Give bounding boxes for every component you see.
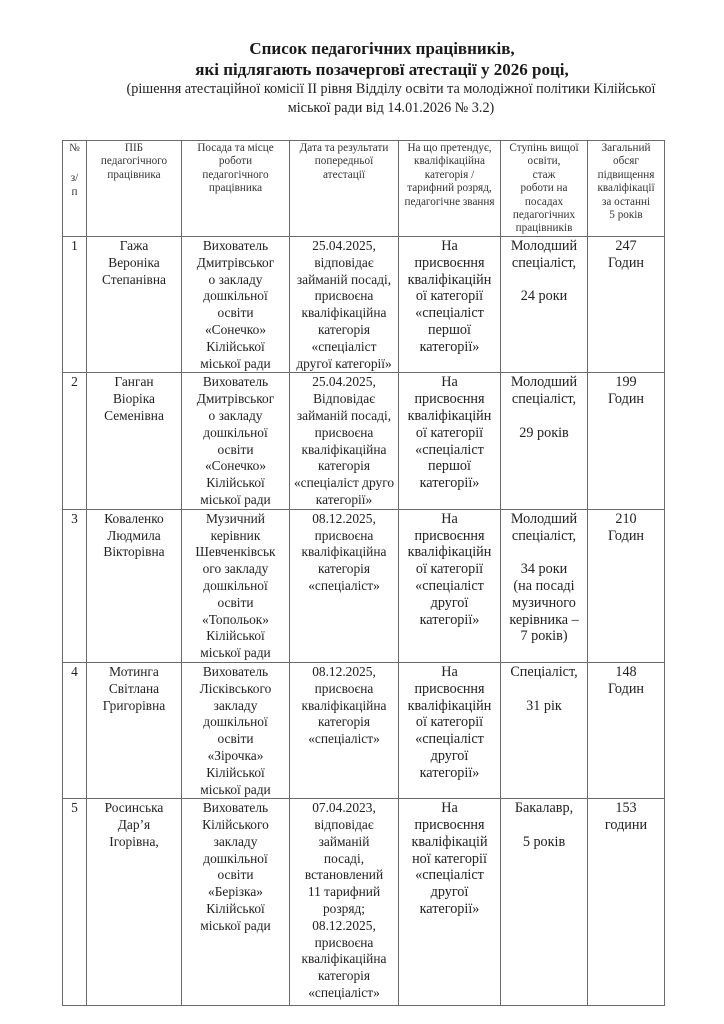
cell-name: [87, 662, 182, 798]
cell-line: категорії»: [315, 491, 373, 507]
cell-line: встановлений: [304, 867, 384, 883]
cell-training: [588, 237, 665, 373]
cell-line: Гажа: [119, 238, 149, 253]
cell-line: години: [604, 817, 648, 834]
cell-line: спеціаліст,: [511, 254, 577, 271]
cell-line: 31 рік: [526, 697, 562, 714]
attestation-table: [62, 140, 665, 1006]
cell-line: 7 років): [520, 628, 568, 645]
cell-training: [588, 799, 665, 1006]
cell-line: Вихователь: [202, 663, 269, 679]
cell-line: Дар’я: [117, 817, 151, 833]
cell-line: о закладу: [208, 271, 263, 287]
cell-line: Росинська: [104, 800, 164, 816]
cell-position: [182, 509, 290, 662]
cell-line: 07.04.2023,: [312, 800, 376, 816]
cell-line: категорії»: [419, 611, 480, 628]
cell-line: ої категорії: [415, 288, 484, 305]
cell-line: кваліфікаційн: [407, 697, 492, 714]
cell-line: відповідає: [314, 254, 374, 270]
cell-line: категорії»: [419, 475, 480, 492]
cell-line: «спеціаліст: [415, 867, 484, 884]
cell-training: [588, 509, 665, 662]
cell-line: музичного: [512, 594, 576, 611]
cell-line: 08.12.2025,: [312, 663, 376, 679]
cell-line: категорія /: [424, 168, 475, 181]
cell-line: Спеціаліст,: [510, 663, 578, 680]
cell-prev-attestation: [290, 237, 399, 373]
cell-line: міської ради: [200, 781, 271, 797]
cell-line: «Зірочка»: [207, 747, 264, 763]
cell-line: кваліфікації: [597, 182, 655, 195]
subtitle-line: міської ради від 14.01.2026 № 3.2): [287, 100, 495, 116]
cell-line: Коваленко: [104, 510, 164, 526]
cell-line: присвоєння: [414, 527, 485, 544]
cell-line: Годин: [607, 254, 645, 271]
cell-line: присвоєння: [414, 817, 485, 834]
cell-line: «спеціаліст: [311, 338, 377, 354]
cell-line: Мотинга: [109, 663, 159, 679]
cell-line: міської ради: [200, 491, 271, 507]
cell-prev-attestation: [290, 509, 399, 662]
cell-line: займаній: [318, 833, 370, 849]
cell-num: 5: [63, 799, 87, 1006]
cell-line: керівник: [210, 527, 261, 543]
cell-line: присвоєна: [314, 288, 374, 304]
cell-line: дошкільної: [203, 577, 268, 593]
cell-line: тарифний розряд,: [407, 182, 492, 195]
cell-line: попередньої: [314, 155, 374, 168]
cell-line: категорії»: [419, 764, 480, 781]
cell-line: «Топольок»: [202, 611, 269, 627]
cell-claim: [399, 237, 501, 373]
cell-num: 1: [63, 237, 87, 373]
cell-line: освіти: [217, 867, 254, 883]
cell-line: 08.12.2025,: [312, 917, 376, 933]
cell-line: освіти,: [527, 155, 561, 168]
document-title: Список педагогічних працівників,: [249, 39, 515, 58]
cell-line: педагогічне звання: [404, 195, 495, 208]
cell-line: (на посаді: [513, 577, 575, 594]
cell-line: Молодший: [510, 374, 578, 391]
cell-line: Людмила: [107, 527, 161, 543]
subtitle-line: (рішення атестаційної комісії ІІ рівня Відділу освіти та молодіжної політики Кілійської: [126, 81, 656, 97]
cell-line: кваліфікаційна: [301, 544, 387, 560]
cell-line: категорія: [317, 561, 371, 577]
cell-line: 148: [615, 663, 637, 680]
cell-line: Кілійської: [206, 628, 265, 644]
cell-line: стаж: [532, 168, 556, 181]
cell-line: керівника –: [509, 611, 579, 628]
cell-num: 3: [63, 509, 87, 662]
cell-line: займаній посаді,: [296, 271, 392, 287]
cell-line: присвоєна: [314, 527, 374, 543]
cell-line: 5 років: [609, 209, 643, 222]
cell-line: категорія: [317, 714, 371, 730]
cell-line: Музичний: [206, 510, 265, 526]
cell-line: категорія: [317, 968, 371, 984]
cell-line: Годин: [607, 680, 645, 697]
cell-line: спеціаліст,: [511, 527, 577, 544]
header-name: [87, 141, 182, 237]
cell-line: 29 років: [519, 424, 569, 441]
cell-line: На: [441, 663, 458, 680]
cell-line: 25.04.2025,: [312, 238, 376, 253]
cell-line: посаді,: [323, 850, 365, 866]
cell-line: кваліфікаційна: [301, 951, 387, 967]
cell-line: займаній посаді,: [296, 407, 392, 423]
cell-line: кваліфікацій: [411, 833, 488, 850]
cell-line: «спеціаліст: [415, 577, 484, 594]
cell-line: Кілійської: [206, 338, 265, 354]
cell-line: Дмитрівськог: [196, 254, 275, 270]
cell-line: 24 роки: [520, 288, 568, 305]
cell-line: Степанівна: [102, 271, 166, 287]
cell-line: дошкільної: [203, 424, 268, 440]
cell-line: Ступінь вищої: [509, 142, 579, 154]
cell-line: Відповідає: [313, 391, 375, 407]
cell-name: [87, 509, 182, 662]
cell-line: другої: [430, 747, 469, 764]
cell-line: Григорівна: [102, 697, 166, 713]
cell-line: освіти: [217, 441, 254, 457]
cell-line: о закладу: [208, 407, 263, 423]
cell-line: На: [441, 510, 458, 527]
cell-position: [182, 237, 290, 373]
cell-line: Бакалавр,: [514, 800, 574, 817]
table-header-row: [63, 141, 665, 237]
cell-line: 247: [615, 238, 637, 254]
cell-line: «спеціаліст»: [308, 985, 380, 1001]
table-row: [63, 509, 665, 662]
cell-prev-attestation: [290, 662, 399, 798]
cell-line: На: [441, 800, 458, 817]
cell-line: присвоєння: [414, 254, 485, 271]
cell-line: дошкільної: [203, 288, 268, 304]
cell-line: працівника: [107, 168, 161, 181]
cell-line: категорія: [317, 321, 371, 337]
cell-line: На: [441, 374, 458, 391]
cell-line: присвоєна: [314, 680, 374, 696]
cell-num: 4: [63, 662, 87, 798]
cell-line: кваліфікаційн: [407, 407, 492, 424]
cell-line: за останні: [601, 195, 651, 208]
cell-line: №: [69, 142, 80, 154]
cell-line: присвоєння: [414, 391, 485, 408]
cell-line: другої категорії»: [296, 355, 392, 371]
cell-line: 199: [615, 374, 637, 391]
cell-line: Годин: [607, 527, 645, 544]
cell-line: 34 роки: [520, 561, 568, 578]
cell-training: [588, 373, 665, 509]
cell-position: [182, 799, 290, 1006]
cell-line: Молодший: [510, 510, 578, 527]
cell-line: працівника: [208, 182, 263, 195]
cell-line: кваліфікаційна: [301, 697, 387, 713]
cell-line: другої: [430, 594, 469, 611]
cell-line: Кілійської: [206, 901, 265, 917]
cell-line: Вихователь: [202, 238, 269, 253]
cell-line: [503, 817, 585, 834]
cell-line: На: [441, 238, 458, 254]
document-title-line2: які підлягають позачерговї атестації у 2026 році,: [195, 60, 569, 79]
cell-line: кваліфікаційна: [414, 155, 485, 168]
cell-line: першої: [428, 458, 471, 475]
cell-line: педагогічного: [202, 168, 269, 181]
header-training: [588, 141, 665, 237]
header-position: [182, 141, 290, 237]
cell-line: атестації: [323, 168, 365, 181]
cell-line: Ігорівна,: [109, 833, 159, 849]
header-prev-attestation: [290, 141, 399, 237]
cell-line: категорії»: [419, 901, 480, 918]
cell-line: Вікторівна: [103, 544, 165, 560]
cell-line: з/: [70, 172, 79, 185]
cell-line: 210: [615, 510, 637, 527]
cell-line: Кілійської: [206, 475, 265, 491]
cell-line: міської ради: [200, 355, 271, 371]
cell-name: [87, 237, 182, 373]
cell-line: «Сонечко»: [204, 458, 267, 474]
cell-line: освіти: [217, 594, 254, 610]
cell-line: «спеціаліст: [415, 731, 484, 748]
cell-claim: [399, 662, 501, 798]
cell-line: посадах: [524, 195, 564, 208]
header-claim: [399, 141, 501, 237]
cell-line: кваліфікаційн: [407, 544, 492, 561]
cell-line: кваліфікаційна: [301, 441, 387, 457]
cell-line: міської ради: [200, 917, 271, 933]
cell-line: ої категорії: [415, 424, 484, 441]
cell-line: закладу: [213, 697, 258, 713]
cell-line: категорії»: [419, 338, 480, 355]
cell-line: Годин: [607, 391, 645, 408]
cell-name: [87, 373, 182, 509]
cell-line: [503, 408, 585, 425]
cell-line: Вихователь: [202, 800, 269, 816]
cell-line: Загальний: [601, 142, 651, 154]
cell-education: [501, 799, 588, 1006]
cell-line: Посада та місце: [197, 142, 274, 154]
cell-line: ної категорії: [412, 850, 487, 867]
cell-line: кваліфікаційн: [407, 271, 492, 288]
cell-line: розряд;: [322, 901, 366, 917]
cell-line: «спеціаліст: [415, 305, 484, 322]
cell-position: [182, 373, 290, 509]
cell-line: «Сонечко»: [204, 321, 267, 337]
cell-line: дошкільної: [203, 850, 268, 866]
cell-line: «Берізка»: [208, 884, 263, 900]
table-row: [63, 373, 665, 509]
cell-line: [503, 681, 585, 698]
cell-line: «спеціаліст: [415, 441, 484, 458]
cell-education: [501, 237, 588, 373]
cell-line: 11 тарифний: [307, 884, 381, 900]
cell-line: спеціаліст,: [511, 391, 577, 408]
cell-line: другої: [430, 884, 469, 901]
cell-line: присвоєння: [414, 680, 485, 697]
cell-line: 08.12.2025,: [312, 510, 376, 526]
cell-line: 5 років: [522, 833, 566, 850]
cell-line: освіти: [217, 731, 254, 747]
cell-claim: [399, 373, 501, 509]
cell-line: Віоріка: [112, 391, 155, 407]
cell-line: кваліфікаційна: [301, 305, 387, 321]
cell-line: «спеціаліст»: [308, 731, 380, 747]
cell-line: присвоєна: [314, 424, 374, 440]
cell-line: Дмитрівськог: [196, 391, 275, 407]
document-subtitle: [118, 80, 664, 118]
cell-education: [501, 662, 588, 798]
cell-prev-attestation: [290, 373, 399, 509]
cell-line: підвищення: [597, 168, 655, 181]
cell-line: п: [71, 185, 78, 198]
cell-name: [87, 799, 182, 1006]
cell-line: ої категорії: [415, 714, 484, 731]
cell-line: відповідає: [314, 817, 374, 833]
table-row: [63, 799, 665, 1006]
cell-line: 153: [615, 800, 637, 817]
cell-line: педагогічних: [512, 209, 576, 222]
cell-line: обсяг: [613, 155, 639, 168]
cell-line: Ганган: [114, 374, 154, 390]
cell-line: закладу: [213, 833, 258, 849]
cell-line: Світлана: [108, 680, 160, 696]
cell-training: [588, 662, 665, 798]
cell-line: працівників: [515, 222, 573, 235]
cell-line: присвоєна: [314, 934, 374, 950]
cell-claim: [399, 509, 501, 662]
cell-education: [501, 509, 588, 662]
cell-line: ПІБ: [124, 142, 144, 154]
cell-line: [503, 272, 585, 289]
header-education: [501, 141, 588, 237]
cell-line: Лісківського: [199, 680, 272, 696]
cell-line: [65, 155, 84, 172]
table-row: [63, 662, 665, 798]
cell-line: роботи на: [520, 182, 568, 195]
cell-num: 2: [63, 373, 87, 509]
cell-line: педагогічного: [100, 155, 168, 168]
cell-line: освіти: [217, 305, 254, 321]
cell-line: Молодший: [510, 238, 578, 254]
cell-line: ої категорії: [415, 561, 484, 578]
cell-line: Кілійського: [202, 817, 269, 833]
header-num: [63, 141, 87, 237]
cell-line: міської ради: [200, 645, 271, 661]
cell-line: [503, 544, 585, 561]
cell-line: роботи: [218, 155, 253, 168]
cell-line: «спеціаліст друго: [293, 475, 395, 491]
cell-line: першої: [428, 321, 471, 338]
cell-line: Кілійської: [206, 764, 265, 780]
cell-claim: [399, 799, 501, 1006]
cell-education: [501, 373, 588, 509]
cell-line: На що претендує,: [407, 142, 492, 154]
cell-line: категорія: [317, 458, 371, 474]
table-row: [63, 237, 665, 373]
cell-line: Вихователь: [202, 374, 269, 390]
cell-line: Шевченківськ: [195, 544, 276, 560]
cell-position: [182, 662, 290, 798]
cell-line: Вероніка: [108, 254, 160, 270]
cell-line: Семенівна: [104, 407, 164, 423]
cell-line: Дата та результати: [299, 142, 389, 154]
cell-line: ого закладу: [202, 561, 269, 577]
cell-line: «спеціаліст»: [308, 577, 380, 593]
cell-line: 25.04.2025,: [312, 374, 376, 390]
cell-line: дошкільної: [203, 714, 268, 730]
cell-prev-attestation: [290, 799, 399, 1006]
